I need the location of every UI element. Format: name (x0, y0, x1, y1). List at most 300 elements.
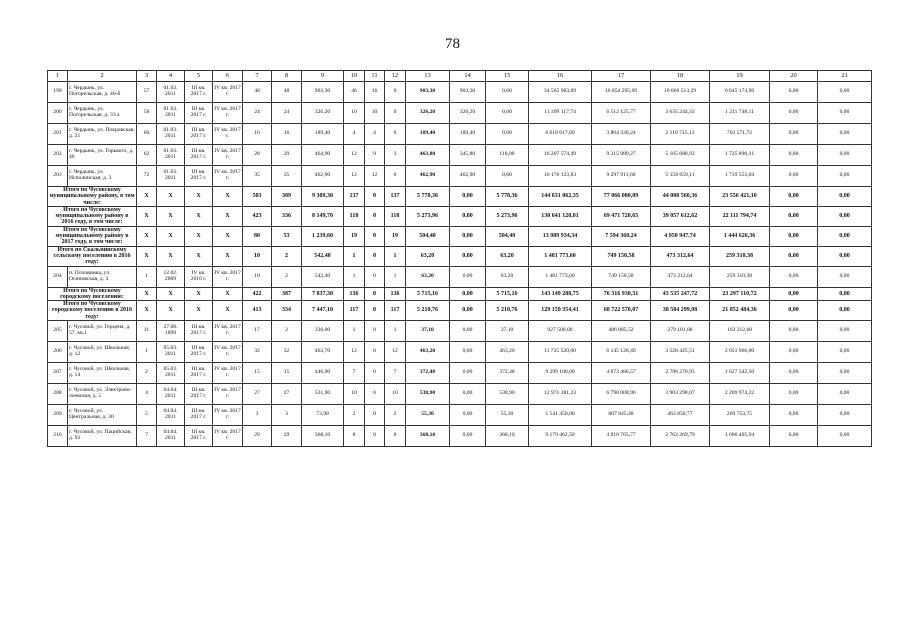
table-cell: 1 627 342,50 (710, 363, 770, 384)
table-cell: 462,90 (450, 166, 486, 187)
table-cell: 0,00 (770, 426, 818, 447)
table-cell: X (157, 287, 185, 301)
table-cell: 903,30 (450, 82, 486, 103)
table-cell: 130 641 128,01 (529, 206, 592, 226)
table-cell: 0,00 (770, 166, 818, 187)
table-cell: 1 (344, 266, 365, 287)
table-cell: 4 (344, 124, 365, 145)
table-cell: 37,10 (486, 321, 529, 342)
table-cell: 1 481 773,60 (529, 266, 592, 287)
table-cell: 0,00 (450, 342, 486, 363)
table-cell: 0,00 (818, 426, 872, 447)
table-cell: 05.03. 2011 (157, 342, 185, 363)
table-cell: 3 635 244,33 (651, 103, 710, 124)
table-cell: 0,00 (770, 266, 818, 287)
table-cell: 0,00 (818, 246, 872, 266)
table-cell: 0,00 (770, 124, 818, 145)
table-cell: 118 (344, 206, 365, 226)
table-cell: 0 (385, 82, 406, 103)
table-cell: 531,90 (302, 384, 344, 405)
table-cell: 63,20 (406, 246, 450, 266)
table-cell: 0 (365, 384, 385, 405)
table-cell: 0,00 (770, 301, 818, 321)
table-cell: 2 798 270,93 (651, 363, 710, 384)
column-header: 11 (365, 71, 385, 82)
address-cell: г. Чусовой, ул. Центральная, д. 30 (68, 405, 137, 426)
table-cell: 143 149 288,75 (529, 287, 592, 301)
table-cell: 29 (243, 426, 272, 447)
table-row (48, 363, 872, 384)
table-cell: 4 810 765,77 (592, 426, 651, 447)
table-cell: 1 (137, 266, 157, 287)
column-header: 13 (406, 71, 450, 82)
table-row (48, 384, 872, 405)
column-header: 5 (185, 71, 213, 82)
table-cell: 17 (243, 321, 272, 342)
address-cell: п. Половинка, ул. Осиновская, д. 3 (68, 266, 137, 287)
table-cell: 1 211 748,11 (710, 103, 770, 124)
table-cell: 29 (272, 145, 302, 166)
table-cell: 368,10 (486, 426, 529, 447)
total-row (48, 226, 872, 246)
table-cell: 6 645 174,96 (710, 82, 770, 103)
table-row (48, 342, 872, 363)
table-cell: 24 (243, 103, 272, 124)
table-cell: 336 (272, 206, 302, 226)
table-cell: 117 (385, 301, 406, 321)
table-cell: 0,00 (486, 103, 529, 124)
table-cell: X (213, 301, 243, 321)
table-cell: 0,00 (450, 226, 486, 246)
table-cell: IV кв. 2017 г. (213, 342, 243, 363)
table-cell: 117 (344, 301, 365, 321)
column-header: 17 (592, 71, 651, 82)
table-cell: IV кв. 2017 г. (213, 405, 243, 426)
table-cell: 27 (272, 384, 302, 405)
column-header: 4 (157, 71, 185, 82)
table-cell: 422 (243, 287, 272, 301)
table-cell: 12 (344, 342, 365, 363)
table-cell: 0,00 (818, 384, 872, 405)
table-cell: 55,30 (486, 405, 529, 426)
table-cell: 372,48 (486, 363, 529, 384)
table-cell: 10 066 513,29 (651, 82, 710, 103)
table-cell: 16 854 295,69 (592, 82, 651, 103)
table-cell: 0,00 (450, 405, 486, 426)
table-cell: 68 722 570,07 (592, 301, 651, 321)
table-cell: 2 (385, 405, 406, 426)
table-cell: X (137, 226, 157, 246)
column-header: 12 (385, 71, 406, 82)
column-header: 2 (68, 71, 137, 82)
table-cell: 137 (344, 187, 365, 207)
table-row (48, 405, 872, 426)
table-cell: 368,10 (406, 426, 450, 447)
table-cell: 542,40 (302, 266, 344, 287)
table-cell: 336,00 (302, 321, 344, 342)
table-cell: 136 (385, 287, 406, 301)
total-label: Итого по Чусовскому муниципальному району в 2016 году, в том числе: (48, 206, 137, 226)
table-cell: 0,00 (770, 226, 818, 246)
table-cell: 1 444 626,36 (710, 226, 770, 246)
table-cell: 1 (344, 321, 365, 342)
table-cell: 21 852 484,36 (710, 301, 770, 321)
total-label: Итого по Чусовскому муниципальному району в 2017 году, в том числе: (48, 226, 137, 246)
table-cell: X (213, 287, 243, 301)
table-cell: 0,00 (770, 384, 818, 405)
table-cell: 927 500,00 (529, 321, 592, 342)
table-cell: 749 150,58 (592, 246, 651, 266)
table-row (48, 166, 872, 187)
table-cell: 209 (48, 405, 68, 426)
table-cell: 0,00 (770, 405, 818, 426)
table-cell: 0,00 (818, 187, 872, 207)
table-cell: X (213, 206, 243, 226)
table-cell: 12 971 281,23 (529, 384, 592, 405)
table-cell: 118 (385, 206, 406, 226)
table-cell: 0,00 (450, 301, 486, 321)
table-cell: 13 989 934,34 (529, 226, 592, 246)
table-cell: 11 (137, 321, 157, 342)
table-cell: 463 850,77 (651, 405, 710, 426)
table-cell: 5 210,76 (406, 301, 450, 321)
table-cell: 1 481 773,60 (529, 246, 592, 266)
table-cell: 6 618 617,09 (529, 124, 592, 145)
table-cell: 1 606 405,94 (710, 426, 770, 447)
table-cell: 189,40 (450, 124, 486, 145)
table-cell: 137 (385, 187, 406, 207)
table-cell: 0,00 (770, 287, 818, 301)
table-cell: 01.03. 2011 (157, 145, 185, 166)
table-cell: 389 (272, 187, 302, 207)
table-cell: 326,20 (302, 103, 344, 124)
table-cell: 38 584 299,98 (651, 301, 710, 321)
table-cell: 34 565 983,09 (529, 82, 592, 103)
table-cell: 5 158 659,11 (651, 166, 710, 187)
table-cell: IV кв. 2017 г. (213, 426, 243, 447)
table-cell: 0,00 (450, 384, 486, 405)
table-cell: 486 085,52 (592, 321, 651, 342)
table-cell: 7 837,30 (302, 287, 344, 301)
table-cell: 9 315 989,27 (592, 145, 651, 166)
column-number-row (48, 71, 872, 82)
table-cell: 0 (365, 363, 385, 384)
table-cell: 7 (344, 363, 365, 384)
table-cell: 0,00 (818, 166, 872, 187)
table-cell: 372,48 (406, 363, 450, 384)
table-cell: 0,00 (486, 166, 529, 187)
table-row (48, 103, 872, 124)
table-cell: 2 762 269,79 (651, 426, 710, 447)
table-cell: 538,90 (406, 384, 450, 405)
table-cell: 503 (243, 187, 272, 207)
table-cell: 01.03. 2011 (157, 82, 185, 103)
table-cell: 3 (385, 145, 406, 166)
table-cell: 4 873 486,57 (592, 363, 651, 384)
table-cell: 3 (243, 405, 272, 426)
table-cell: 22 111 794,74 (710, 206, 770, 226)
table-cell: IV кв. 2017 г. (213, 266, 243, 287)
table-cell: 0,00 (486, 124, 529, 145)
table-cell: 48 (272, 82, 302, 103)
table-cell: 1 (385, 246, 406, 266)
table-cell: IV кв. 2017 г. (213, 384, 243, 405)
table-row (48, 145, 872, 166)
table-cell: 0,00 (770, 321, 818, 342)
table-cell: 0 (365, 405, 385, 426)
table-cell: 0,00 (770, 246, 818, 266)
table-cell: 6 512 125,77 (592, 103, 651, 124)
table-cell: 0 (365, 226, 385, 246)
table-cell: 0,00 (818, 226, 872, 246)
table-cell: III кв. 2017 г. (185, 342, 213, 363)
table-cell: 903,30 (406, 82, 450, 103)
table-cell: 5 165 688,93 (651, 145, 710, 166)
table-cell: 206 (48, 342, 68, 363)
table-cell: 2 (272, 266, 302, 287)
column-header: 8 (272, 71, 302, 82)
address-cell: г. Чердынь, ул. Погорельская, д. 46-б (68, 82, 137, 103)
table-cell: 63,20 (486, 266, 529, 287)
table-cell: 7 (385, 363, 406, 384)
table-cell: III кв. 2017 г. (185, 405, 213, 426)
table-cell: 0 (365, 321, 385, 342)
table-cell: 8 149,70 (302, 206, 344, 226)
table-cell: X (185, 226, 213, 246)
table-cell: 0,00 (818, 405, 872, 426)
column-header: 6 (213, 71, 243, 82)
column-header: 3 (137, 71, 157, 82)
table-cell: 04.04. 2011 (157, 384, 185, 405)
table-cell: 0,00 (770, 187, 818, 207)
table-cell: 0,00 (450, 187, 486, 207)
table-cell: 0 (385, 124, 406, 145)
total-row (48, 187, 872, 207)
address-cell: г. Чусовой, ул. Школьная, д. 14 (68, 363, 137, 384)
table-cell: 2 (272, 246, 302, 266)
table-cell: 63,20 (406, 266, 450, 287)
table-row (48, 426, 872, 447)
housing-program-table (47, 70, 872, 447)
table-cell: 0,00 (818, 206, 872, 226)
table-cell: X (185, 301, 213, 321)
table-cell: 35 (272, 166, 302, 187)
table-cell: X (185, 287, 213, 301)
table-cell: 62 (137, 145, 157, 166)
table-cell: 15 (272, 363, 302, 384)
table-cell: III кв. 2017 г. (185, 103, 213, 124)
table-cell: 12 (344, 166, 365, 187)
table-cell: 0 (365, 301, 385, 321)
table-cell: 11 725 520,00 (529, 342, 592, 363)
table-cell: 48 (243, 82, 272, 103)
column-header: 16 (529, 71, 592, 82)
total-label: Итого по Чусовскому городскому поселению: (48, 287, 137, 301)
table-cell: 0 (365, 206, 385, 226)
table-cell: 9 (365, 145, 385, 166)
table-cell: 6 798 008,96 (592, 384, 651, 405)
table-cell: X (185, 187, 213, 207)
table-cell: 73,90 (302, 405, 344, 426)
table-cell: 10 (243, 266, 272, 287)
table-cell: 32 (272, 342, 302, 363)
table-cell: 10 (344, 103, 365, 124)
table-cell: 279 101,88 (651, 321, 710, 342)
table-cell: 60 (137, 124, 157, 145)
table-cell: 12 (344, 145, 365, 166)
table-cell: X (185, 206, 213, 226)
table-cell: 2 110 715,13 (651, 124, 710, 145)
table-cell: 05.03. 2011 (157, 363, 185, 384)
table-cell: 19 (385, 226, 406, 246)
table-cell: 58 (137, 103, 157, 124)
column-header: 9 (302, 71, 344, 82)
table-cell: 203 (48, 166, 68, 187)
table-cell: 118,00 (486, 145, 529, 166)
table-cell: III кв. 2017 г. (185, 82, 213, 103)
table-cell: 77 066 080,89 (592, 187, 651, 207)
table-cell: 12 (365, 166, 385, 187)
table-cell: 24 (272, 103, 302, 124)
table-cell: X (137, 206, 157, 226)
table-cell: 16 (365, 82, 385, 103)
address-cell: г. Чердынь, ул. Покровская, д. 21 (68, 124, 137, 145)
table-cell: 19 (344, 226, 365, 246)
table-cell: 368,10 (302, 426, 344, 447)
table-cell: 464,90 (302, 145, 344, 166)
address-cell: г. Чусовой, ул. Пацийская, д. 92 (68, 426, 137, 447)
table-cell: 16 (272, 124, 302, 145)
table-cell: 0,00 (770, 342, 818, 363)
column-header: 21 (818, 71, 872, 82)
table-cell: 0 (365, 266, 385, 287)
table-cell: X (213, 187, 243, 207)
table-cell: 3 903 298,07 (651, 384, 710, 405)
table-cell: 0,00 (486, 82, 529, 103)
table-cell: III кв. 2017 г. (185, 321, 213, 342)
table-cell: 69 471 720,65 (592, 206, 651, 226)
table-cell: 703 571,72 (710, 124, 770, 145)
table-cell: 7 594 360,24 (592, 226, 651, 246)
table-cell: 23 297 110,72 (710, 287, 770, 301)
table-cell: 387 (272, 287, 302, 301)
table-cell: 10 (344, 384, 365, 405)
column-header: 20 (770, 71, 818, 82)
table-cell: IV кв. 2017 г. (213, 82, 243, 103)
column-header: 10 (344, 71, 365, 82)
table-cell: III кв. 2017 г. (185, 166, 213, 187)
column-header: 14 (450, 71, 486, 82)
table-cell: 326,20 (450, 103, 486, 124)
table-cell: 542,40 (302, 246, 344, 266)
table-cell: 207 (48, 363, 68, 384)
table-cell: 27.08. 1899 (157, 321, 185, 342)
table-cell: 63,20 (486, 246, 529, 266)
table-cell: 1 239,60 (302, 226, 344, 246)
table-cell: 504,40 (486, 226, 529, 246)
table-cell: X (157, 246, 185, 266)
table-cell: 0,00 (818, 287, 872, 301)
table-cell: 749 150,58 (592, 266, 651, 287)
table-cell: 10 (243, 246, 272, 266)
table-cell: 3 528 425,51 (651, 342, 710, 363)
table-cell: 1 541 450,00 (529, 405, 592, 426)
table-cell: III кв. 2017 г. (185, 363, 213, 384)
table-cell: 01.03. 2011 (157, 166, 185, 187)
table-cell: 259 310,38 (710, 266, 770, 287)
table-cell: X (157, 187, 185, 207)
table-cell: 16 (243, 124, 272, 145)
table-cell: 3 (272, 405, 302, 426)
table-row (48, 321, 872, 342)
address-cell: г. Чусовой, ул. Герцена, д. 57, кв.1 (68, 321, 137, 342)
total-row (48, 246, 872, 266)
table-cell: 538,90 (486, 384, 529, 405)
table-cell: X (137, 301, 157, 321)
table-cell: 413 (243, 301, 272, 321)
table-cell: 4 (137, 384, 157, 405)
table-cell: 0 (365, 246, 385, 266)
total-row (48, 206, 872, 226)
table-cell: 0 (365, 342, 385, 363)
address-cell: г. Чусовой, ул. Электрово-лоевская, д. 5 (68, 384, 137, 405)
table-cell: 5 715,16 (486, 287, 529, 301)
address-cell: г. Чердынь, ул. Погорельская, д. 33 а (68, 103, 137, 124)
table-cell: 15 (243, 363, 272, 384)
table-cell: 903,30 (302, 82, 344, 103)
table-cell: 16 207 574,49 (529, 145, 592, 166)
table-cell: 0,00 (450, 206, 486, 226)
table-cell: 269 753,75 (710, 405, 770, 426)
table-cell: 76 316 930,31 (592, 287, 651, 301)
table-cell: 462,90 (406, 166, 450, 187)
table-cell: 0,00 (770, 363, 818, 384)
table-cell: 1 725 896,31 (710, 145, 770, 166)
table-cell: 0 (365, 287, 385, 301)
table-cell: 446,90 (302, 363, 344, 384)
table-cell: 162 312,60 (710, 321, 770, 342)
table-cell: 1 (344, 246, 365, 266)
table-cell: 0,00 (770, 82, 818, 103)
column-header: 19 (710, 71, 770, 82)
column-header: 7 (243, 71, 272, 82)
table-cell: 0 (365, 187, 385, 207)
table-cell: 11 399 117,74 (529, 103, 592, 124)
table-cell: 210 (48, 426, 68, 447)
table-cell: 208 (48, 384, 68, 405)
table-cell: 0,00 (450, 287, 486, 301)
table-cell: IV кв. 2017 г. (213, 124, 243, 145)
table-cell: 0 (385, 103, 406, 124)
column-header: 18 (651, 71, 710, 82)
address-cell: г. Чердынь, ул. Горького, д. 46 (68, 145, 137, 166)
table-body (48, 71, 872, 447)
table-cell: 28 (243, 145, 272, 166)
table-cell: IV кв. 2017 г. (213, 145, 243, 166)
table-cell: 0,00 (450, 321, 486, 342)
column-header: 15 (486, 71, 529, 82)
table-cell: 46 (344, 82, 365, 103)
table-row (48, 124, 872, 145)
table-cell: 9 297 911,68 (592, 166, 651, 187)
table-cell: 9 309,30 (302, 187, 344, 207)
table-cell: IV кв. 2017 г. (213, 363, 243, 384)
table-cell: 2 (137, 363, 157, 384)
table-cell: 35 (243, 166, 272, 187)
table-cell: 473 312,64 (651, 246, 710, 266)
table-cell: 2 051 966,00 (710, 342, 770, 363)
table-cell: 0,00 (818, 266, 872, 287)
